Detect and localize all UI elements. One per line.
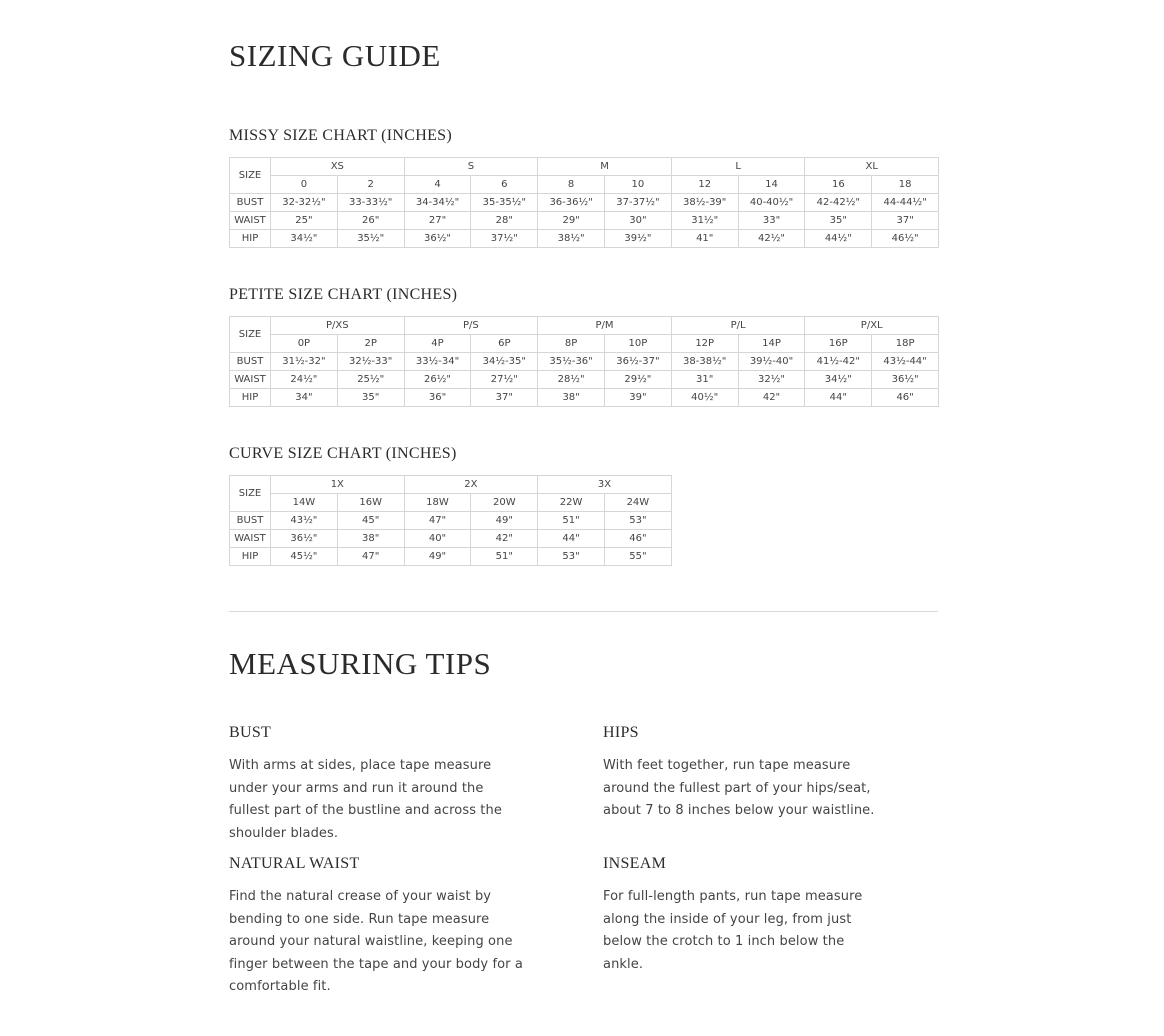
- measurement-value-cell: 38½": [538, 230, 605, 248]
- size-number-cell: 18W: [404, 494, 471, 512]
- measurement-value-cell: 28½": [538, 371, 605, 389]
- measurement-value-cell: 51": [471, 548, 538, 566]
- measurement-value-cell: 35-35½": [471, 194, 538, 212]
- size-number-cell: 24W: [604, 494, 671, 512]
- measurement-value-cell: 32-32½": [271, 194, 338, 212]
- size-number-cell: 10: [605, 176, 672, 194]
- measurement-value-cell: 36½": [271, 530, 338, 548]
- measurement-value-cell: 34½": [271, 230, 338, 248]
- size-label-cell: SIZE: [230, 158, 271, 194]
- measurement-value-cell: 30": [605, 212, 672, 230]
- measurement-value-cell: 42½": [738, 230, 805, 248]
- measurement-value-cell: 40½": [671, 389, 738, 407]
- measurement-value-cell: 25½": [337, 371, 404, 389]
- measurement-value-cell: 44½": [805, 230, 872, 248]
- measurement-value-cell: 38-38½": [671, 353, 738, 371]
- size-group-header: 1X: [271, 476, 405, 494]
- tip-body: With feet together, run tape measure around the fullest part of your hips/seat, about 7 to 8 inches below your waistline.: [603, 758, 875, 818]
- size-number-cell: 8: [538, 176, 605, 194]
- measurement-value-cell: 37": [471, 389, 538, 407]
- tip-body: With arms at sides, place tape measure under your arms and run it around the fullest part of the bustline and across the shoulder blades.: [229, 758, 502, 841]
- tip-bust: [229, 724, 539, 845]
- size-number-cell: 16P: [805, 335, 872, 353]
- table-row: [230, 548, 672, 566]
- measurement-value-cell: 36-36½": [538, 194, 605, 212]
- measurement-label-cell: WAIST: [230, 371, 271, 389]
- measurement-value-cell: 39": [605, 389, 672, 407]
- size-number-cell: 0: [271, 176, 338, 194]
- measurement-value-cell: 34½-35": [471, 353, 538, 371]
- measurement-value-cell: 53": [604, 512, 671, 530]
- tip-heading: NATURAL WAIST: [229, 855, 360, 872]
- measurement-value-cell: 45½": [271, 548, 338, 566]
- size-number-cell: 14P: [738, 335, 805, 353]
- measurement-value-cell: 34": [271, 389, 338, 407]
- measurement-value-cell: 37½": [471, 230, 538, 248]
- measurement-value-cell: 33": [738, 212, 805, 230]
- measurement-value-cell: 32½-33": [337, 353, 404, 371]
- measurement-label-cell: WAIST: [230, 212, 271, 230]
- measurement-value-cell: 38½-39": [671, 194, 738, 212]
- size-number-cell: 6: [471, 176, 538, 194]
- measurement-value-cell: 38": [538, 389, 605, 407]
- tip-body: For full-length pants, run tape measure along the inside of your leg, from just below the crotch to 1 inch below the ankle.: [603, 889, 863, 972]
- measurement-value-cell: 42-42½": [805, 194, 872, 212]
- size-number-cell: 12P: [671, 335, 738, 353]
- measurement-label-cell: HIP: [230, 548, 271, 566]
- table-row: [230, 371, 939, 389]
- measurement-value-cell: 40": [404, 530, 471, 548]
- size-number-cell: 18P: [872, 335, 939, 353]
- measurement-value-cell: 31": [671, 371, 738, 389]
- measurement-value-cell: 36½": [872, 371, 939, 389]
- measurement-value-cell: 38": [337, 530, 404, 548]
- curve-chart-title: CURVE SIZE CHART (INCHES): [229, 445, 457, 462]
- table-row: [230, 212, 939, 230]
- group-header-row: [230, 158, 939, 176]
- table-row: [230, 194, 939, 212]
- size-number-cell: 14: [738, 176, 805, 194]
- size-group-header: P/L: [671, 317, 805, 335]
- size-group-header: P/XL: [805, 317, 939, 335]
- size-group-header: P/S: [404, 317, 538, 335]
- size-number-cell: 6P: [471, 335, 538, 353]
- measurement-value-cell: 37": [872, 212, 939, 230]
- measurement-value-cell: 44-44½": [872, 194, 939, 212]
- size-number-cell: 4P: [404, 335, 471, 353]
- measurement-value-cell: 33½-34": [404, 353, 471, 371]
- table-row: [230, 389, 939, 407]
- measurement-label-cell: WAIST: [230, 530, 271, 548]
- tip-heading: BUST: [229, 724, 272, 741]
- measurement-value-cell: 35½": [337, 230, 404, 248]
- measurement-value-cell: 39½-40": [738, 353, 805, 371]
- measurement-value-cell: 44": [805, 389, 872, 407]
- measurement-value-cell: 53": [538, 548, 605, 566]
- size-group-header: P/M: [538, 317, 672, 335]
- size-number-cell: 2: [337, 176, 404, 194]
- measuring-tips-title: MEASURING TIPS: [229, 646, 492, 681]
- size-number-cell: 16: [805, 176, 872, 194]
- page-title: SIZING GUIDE: [229, 38, 441, 73]
- table-row: [230, 530, 672, 548]
- measurement-value-cell: 37-37½": [605, 194, 672, 212]
- size-group-header: 2X: [404, 476, 538, 494]
- measurement-label-cell: BUST: [230, 512, 271, 530]
- measurement-value-cell: 45": [337, 512, 404, 530]
- measurement-value-cell: 31½": [671, 212, 738, 230]
- measurement-value-cell: 35": [337, 389, 404, 407]
- tip-heading: HIPS: [603, 724, 639, 741]
- measurement-value-cell: 46": [872, 389, 939, 407]
- size-number-cell: 16W: [337, 494, 404, 512]
- size-group-header: L: [671, 158, 805, 176]
- size-group-header: 3X: [538, 476, 672, 494]
- measurement-value-cell: 35½-36": [538, 353, 605, 371]
- group-header-row: [230, 317, 939, 335]
- table-row: [230, 230, 939, 248]
- measurement-label-cell: HIP: [230, 230, 271, 248]
- measurement-value-cell: 41½-42": [805, 353, 872, 371]
- measurement-label-cell: BUST: [230, 353, 271, 371]
- missy-size-table: [229, 157, 939, 248]
- curve-size-table: [229, 475, 672, 566]
- tip-heading: INSEAM: [603, 855, 667, 872]
- size-label-cell: SIZE: [230, 476, 271, 512]
- measurement-value-cell: 26": [337, 212, 404, 230]
- tip-inseam: [603, 855, 913, 976]
- size-number-row: [230, 176, 939, 194]
- measurement-label-cell: HIP: [230, 389, 271, 407]
- measurement-value-cell: 35": [805, 212, 872, 230]
- missy-chart-title: MISSY SIZE CHART (INCHES): [229, 127, 452, 144]
- size-label-cell: SIZE: [230, 317, 271, 353]
- measurement-value-cell: 29": [538, 212, 605, 230]
- measurement-value-cell: 43½-44": [872, 353, 939, 371]
- measurement-value-cell: 39½": [605, 230, 672, 248]
- measurement-value-cell: 41": [671, 230, 738, 248]
- size-number-cell: 14W: [271, 494, 338, 512]
- section-divider: [229, 611, 938, 612]
- size-number-cell: 2P: [337, 335, 404, 353]
- measurement-value-cell: 46½": [872, 230, 939, 248]
- size-number-cell: 12: [671, 176, 738, 194]
- measurement-value-cell: 33-33½": [337, 194, 404, 212]
- size-group-header: S: [404, 158, 538, 176]
- measurement-value-cell: 24½": [271, 371, 338, 389]
- measurement-value-cell: 27½": [471, 371, 538, 389]
- measurement-value-cell: 34-34½": [404, 194, 471, 212]
- table-row: [230, 512, 672, 530]
- size-number-cell: 18: [872, 176, 939, 194]
- measurement-value-cell: 25": [271, 212, 338, 230]
- measurement-value-cell: 49": [471, 512, 538, 530]
- measurement-value-cell: 46": [604, 530, 671, 548]
- tip-body: Find the natural crease of your waist by bending to one side. Run tape measure around your natural waistline, keeping one finger between the tape and your body for a comfortable fit.: [229, 889, 523, 994]
- size-number-cell: 4: [404, 176, 471, 194]
- measurement-value-cell: 28": [471, 212, 538, 230]
- size-number-row: [230, 335, 939, 353]
- measurement-label-cell: BUST: [230, 194, 271, 212]
- size-number-cell: 10P: [605, 335, 672, 353]
- measurement-value-cell: 47": [337, 548, 404, 566]
- size-group-header: M: [538, 158, 672, 176]
- measurement-value-cell: 43½": [271, 512, 338, 530]
- measurement-value-cell: 40-40½": [738, 194, 805, 212]
- measurement-value-cell: 47": [404, 512, 471, 530]
- petite-size-table: [229, 316, 939, 407]
- measurement-value-cell: 32½": [738, 371, 805, 389]
- measurement-value-cell: 36": [404, 389, 471, 407]
- measurement-value-cell: 26½": [404, 371, 471, 389]
- size-group-header: P/XS: [271, 317, 405, 335]
- measurement-value-cell: 27": [404, 212, 471, 230]
- size-group-header: XS: [271, 158, 405, 176]
- petite-chart-title: PETITE SIZE CHART (INCHES): [229, 286, 458, 303]
- measurement-value-cell: 51": [538, 512, 605, 530]
- measurement-value-cell: 34½": [805, 371, 872, 389]
- size-number-cell: 0P: [271, 335, 338, 353]
- tip-natural-waist: [229, 855, 539, 999]
- measurement-value-cell: 49": [404, 548, 471, 566]
- group-header-row: [230, 476, 672, 494]
- measurement-value-cell: 29½": [605, 371, 672, 389]
- measurement-value-cell: 36½": [404, 230, 471, 248]
- size-number-cell: 22W: [538, 494, 605, 512]
- size-number-cell: 20W: [471, 494, 538, 512]
- measurement-value-cell: 42": [738, 389, 805, 407]
- measurement-value-cell: 36½-37": [605, 353, 672, 371]
- measurement-value-cell: 31½-32": [271, 353, 338, 371]
- table-row: [230, 353, 939, 371]
- measurement-value-cell: 42": [471, 530, 538, 548]
- measurement-value-cell: 44": [538, 530, 605, 548]
- tip-hips: [603, 724, 913, 823]
- size-group-header: XL: [805, 158, 939, 176]
- measurement-value-cell: 55": [604, 548, 671, 566]
- size-number-cell: 8P: [538, 335, 605, 353]
- size-number-row: [230, 494, 672, 512]
